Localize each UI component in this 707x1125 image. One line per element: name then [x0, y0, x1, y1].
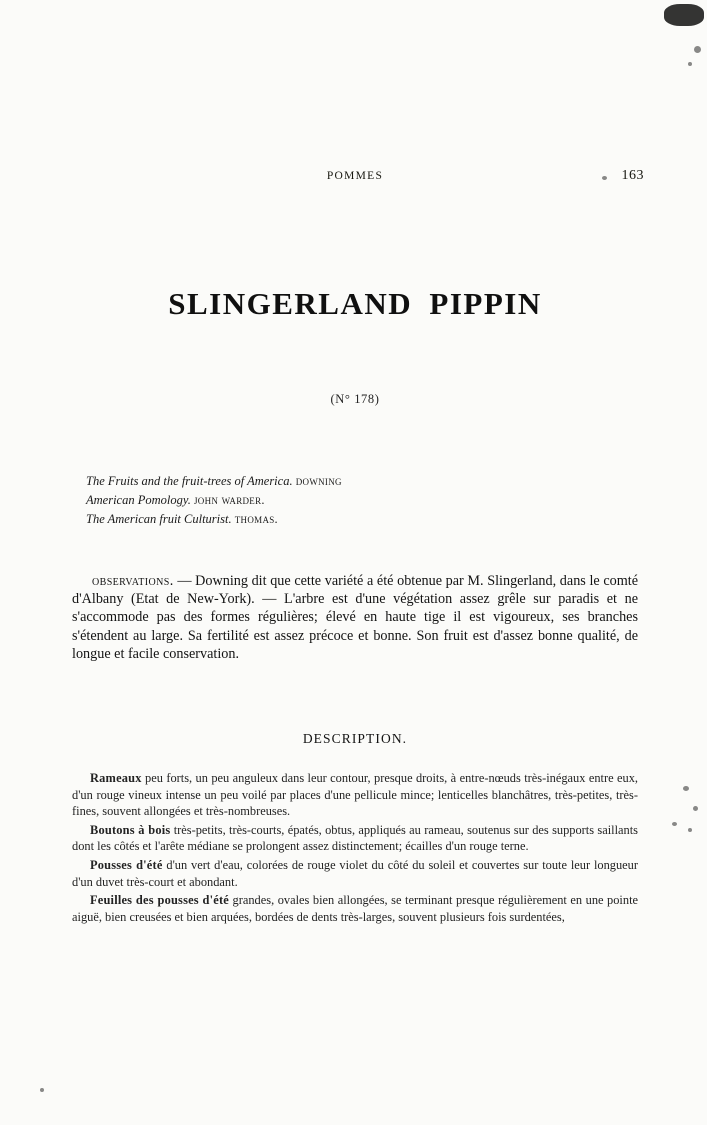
description-paragraph	[72, 857, 638, 890]
page-title: SLINGERLAND PIPPIN	[168, 286, 542, 321]
observations-text: — Downing dit que cette variété a été obtenue par M. Slingerland, dans le comté d'Albany (Etat de New-York). — L'arbre est d'une végétation assez grêle sur paradis et ne s'accommode pas des formes régulières; élevé en haute tige il est vigoureux, ses branches s'étendent au large. Sa fertilité est assez précoce et bonne. Son fruit est d'assez bonne qualité, de longue et facile conservation.	[72, 573, 638, 662]
description-term: Feuilles des pousses d'été	[90, 893, 230, 908]
reference-work: American Pomology.	[86, 493, 191, 507]
description-heading: DESCRIPTION.	[302, 731, 408, 746]
description-paragraph	[72, 770, 638, 820]
page-content	[72, 0, 644, 1125]
description-text: d'un vert d'eau, colorées de rouge violet du côté du soleil et couvertes sur toute leur longueur d'un duvet très-court et abondant.	[72, 857, 638, 889]
reference-item	[86, 472, 606, 491]
running-head: POMMES	[326, 170, 384, 182]
scan-speck	[688, 62, 692, 66]
description-body	[72, 770, 638, 927]
reference-item	[86, 510, 606, 529]
scan-speck	[672, 822, 677, 826]
variety-number: (N° 178)	[330, 392, 380, 406]
reference-list	[86, 472, 606, 529]
description-text: grandes, ovales bien allongées, se terminant presque régulièrement en une pointe aiguë, bien creusées et bien arquées, bordées de dents très-larges, souvent plusieurs fois surdentées,	[72, 893, 639, 924]
description-paragraph	[72, 892, 638, 925]
observations-paragraph	[72, 572, 638, 663]
reference-author: downing	[295, 474, 342, 488]
description-text: peu forts, un peu anguleux dans leur contour, presque droits, à entre-nœuds très-inégaux entre eux, d'un rouge vineux intense un peu voilé par places d'une pellicule mince; lenticelles blanchâtres, très-petites, très-fines, souvent allongées et très-nombreuses.	[72, 771, 638, 819]
description-term: Boutons à bois	[90, 822, 171, 837]
reference-author: thomas.	[234, 512, 278, 526]
page-number: 163	[621, 168, 644, 183]
scan-speck	[688, 828, 692, 832]
scan-speck	[694, 46, 701, 53]
description-term: Pousses d'été	[90, 857, 163, 872]
reference-author: john warder.	[193, 493, 265, 507]
reference-work: The Fruits and the fruit-trees of America.	[86, 474, 293, 488]
reference-work: The American fruit Culturist.	[86, 512, 232, 526]
observations-label: observations.	[92, 573, 174, 589]
description-text: très-petits, très-courts, épatés, obtus, appliqués au rameau, soutenus sur des supports saillants dont les côtés et l'arête médiane se prolongent assez distinctement; écailles d'un rouge terne.	[72, 822, 638, 854]
scan-speck	[683, 786, 689, 791]
reference-item	[86, 491, 606, 510]
description-paragraph	[72, 822, 638, 855]
scan-speck	[40, 1088, 44, 1092]
scan-blot-top-right	[664, 4, 704, 26]
description-term: Rameaux	[90, 771, 142, 785]
scan-speck	[693, 806, 698, 811]
